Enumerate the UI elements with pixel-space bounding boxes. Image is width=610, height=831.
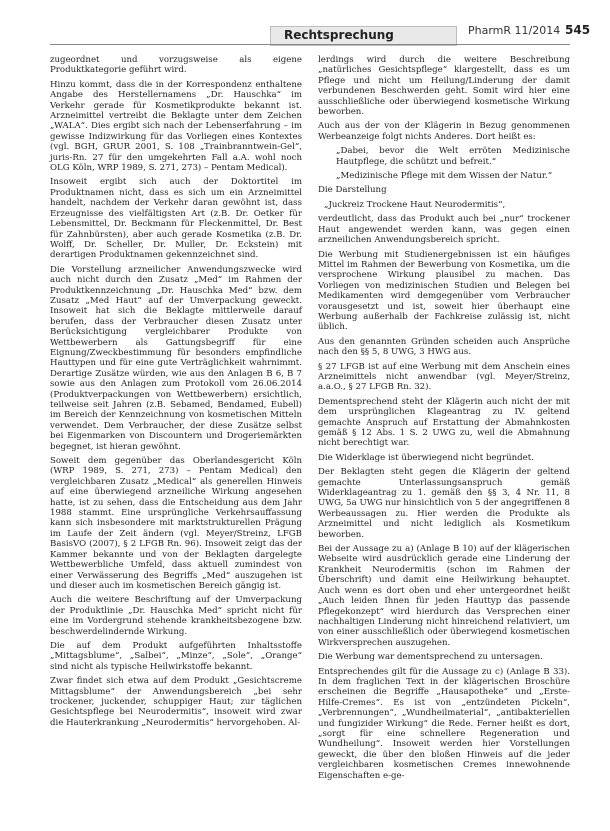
paragraph: lerdings wird durch die weitere Beschreibung „natürliches Gesichtspflege“ klargestellt, dass es um Pflege und nicht um Heilung/Linderung der damit verbundenen Beschwerden geht. Somit wird hier eine ausschließliche oder überwiegend kosmetische Wirkung beworben. bbox=[318, 55, 570, 118]
paragraph: Die Werbung mit Studienergebnissen ist ein häufiges Mittel im Rahmen der Bewerbung von Kosmetika, um die versprochene Wirkung plausibel zu machen. Das Vorliegen von medizinischen Studien und Belegen bei Medikamenten wird demgegenüber vom Verbraucher vorausgesetzt und ist, soweit hier überhaupt eine Werbung außerhalb der Fachkreise zulässig ist, nicht üblich. bbox=[318, 249, 570, 333]
page-header bbox=[0, 0, 610, 44]
quote: „Medizinische Pflege mit dem Wissen der Natur.“ bbox=[336, 171, 553, 182]
paragraph: Insoweit ergibt sich auch der Doktortitel im Produktnamen nicht, dass es sich um ein Arzneimittel handelt, nachdem der Verkehr daran gewöhnt ist, dass Erzeugnisse des vielfältigsten Art (z.B. Dr. Oetker für Lebensmittel, Dr. Beckmann für Fleckenmittel, Dr. Best für Zahnbürsten), aber auch gerade Kosmetika (z.B. Dr. Wolff, Dr. Scheller, Dr. Muller, Dr. Eckstein) mit derartigen Produktnamen gekennzeichnet sind. bbox=[50, 177, 302, 261]
left-column bbox=[50, 55, 302, 732]
right-column bbox=[318, 55, 570, 785]
paragraph: § 27 LFGB ist auf eine Werbung mit dem Anschein eines Arzneimittels nicht anwendbar (vgl. Meyer/Streinz, a.a.O., § 27 LFGB Rn. 32). bbox=[318, 361, 570, 393]
quote: „Dabei, bevor die Welt erröten Medizinische Hautpflege, die schützt und befreit.“ bbox=[336, 146, 570, 167]
paragraph: Auch die weitere Beschriftung auf der Umverpackung der Produktlinie „Dr. Hauschka Med“ spricht nicht für eine im Vordergrund stehende krankheitsbezogene bzw. beschwerdelindernde Wirkung. bbox=[50, 595, 302, 637]
paragraph: Auch aus der von der Klägerin in Bezug genommenen Werbeanzeige folgt nichts Anderes. Dort heißt es: bbox=[318, 121, 570, 142]
section-title: Rechtsprechung bbox=[284, 28, 394, 42]
paragraph: Die Widerklage ist überwiegend nicht begründet. bbox=[318, 452, 534, 463]
paragraph: Bei der Aussage zu a) (Anlage B 10) auf der klägerischen Webseite wird ausdrücklich gerade eine Linderung der Krankheit Neurodermitis (schon im Rahmen der Überschrift) und damit eine Heilwirkung behauptet. Auch wenn es dort oben und eher untergeordnet heißt „Auch leiden Ihnen für jeden Hauttyp das passende Pflegekonzept“ wird hierdurch das Versprechen einer nachhaltigen Linderung nicht hinreichend relativiert, um von einer ausschließlich oder überwiegend kosmetischen Wirkversprechen auszugehen. bbox=[318, 544, 570, 648]
page-number: 545 bbox=[565, 23, 591, 37]
quote: „Juckreiz Trockene Haut Neurodermitis“, bbox=[324, 199, 506, 210]
paragraph: Dementsprechend steht der Klägerin auch nicht der mit dem ursprünglichen Klageantrag zu IV. geltend gemachte Anspruch auf Erstattung der Abmahnkosten gemäß § 12 Abs. 1 S. 2 UWG zu, weil die Abmahnung nicht berechtigt war. bbox=[318, 396, 570, 449]
paragraph: Die auf dem Produkt aufgeführten Inhaltsstoffe „Mittagsblume“, „Salbei“, „Minze“, „Sole“, „Orange“ sind nicht als typische Heilwirkstoffe bekannt. bbox=[50, 640, 302, 672]
paragraph: zugeordnet und vorzugsweise als eigene Produktkategorie geführt wird. bbox=[50, 55, 302, 76]
header-rule bbox=[50, 44, 570, 45]
paragraph: Soweit dem gegenüber das Oberlandesgericht Köln (WRP 1989, S. 271, 273) – Pentam Medical) den vergleichbaren Zusatz „Medical“ als generellen Hinweis auf eine überwiegend arzneiliche Wirkung angesehen hatte, ist zu sehen, dass die Entscheidung aus dem Jahr 1988 stammt. Eine ursprüngliche Verkehrsauffassung kann sich insbesondere mit marktstrukturellen Prägung im Laufe der Zeit ändern (vgl. Meyer/Streinz, LFGB BasisVO (2007), § 2 LFGB Rn. 96). Insoweit zeigt das der Kammer bekannte und von der Beklagten dargelegte Wettbewerbliche Umfeld, dass aktuell zumindest von einer Verwässerung des Begriffs „Med“ auszugehen ist und dieser auch im kosmetischen Bereich gängig ist. bbox=[50, 456, 302, 591]
paragraph: Die Werbung war dementsprechend zu untersagen. bbox=[318, 652, 543, 663]
paragraph: Entsprechendes gilt für die Aussage zu c) (Anlage B 33). In dem fraglichen Text in der klägerischen Broschüre erscheinen die Begriffe „Hausapotheke“ und „Erste-Hilfe-Cremes“. Es ist von „entzündeten Pickeln“, „Verbrennungen“, „Wundheilmaterial“, „antibakteriellen und fungizider Wirkung“ die Rede. Ferner heißt es dort, „sorgt für eine schnellere Regeneration und Wundheilung“. Insoweit werden hier Vorstellungen geweckt, die über den bloßen Hinweis auf die jeder vergleichbaren kosmetischen Cremes innewohnende Eigenschaften e-ge- bbox=[318, 666, 570, 781]
paragraph: Die Darstellung bbox=[318, 185, 387, 196]
journal-reference: PharmR 11/2014 bbox=[468, 24, 561, 37]
paragraph: Hinzu kommt, dass die in der Korrespondenz enthaltene Angabe des Herstellernamens „Dr. Hauschka“ im Verkehr gerade für Kosmetikprodukte bekannt ist. Arzneimittel vertreibt die Beklagte unter dem Zeichen „WALA“. Dies ergibt sich nach der Lebenserfahrung – im gewisse Indizwirkung für das Vorliegen eines Kontextes (vgl. BGH, GRUR 2001, S. 108 „Trainbranntwein-Gel“, juris-Rn. 27 für den umgekehrten Fall a.A. wohl noch OLG Köln, WRP 1989, S. 271, 273) – Pentam Medical). bbox=[50, 79, 302, 174]
paragraph: verdeutlicht, dass das Produkt auch bei „nur“ trockener Haut angewendet werden kann, was gegen einen arzneilichen Anwendungsbereich spricht. bbox=[318, 214, 570, 246]
paragraph: Aus den genannten Gründen scheiden auch Ansprüche nach den §§ 5, 8 UWG, 3 HWG aus. bbox=[318, 336, 570, 358]
paragraph: Die Vorstellung arzneilicher Anwendungszwecke wird auch nicht durch den Zusatz „Med“ im Rahmen der Produktkennzeichnung „Dr. Hauschka Med“ bzw. dem Zusatz „Med Haut“ auf der Umverpackung geweckt. Insoweit hat sich die Beklagte mittlerweile darauf berufen, dass der Verbraucher diesen Zusatz unter Berücksichtigung vergleichbarer Produkte von Wettbewerbern als Gattungsbegriff für eine Eignung/Zweckbestimmung für besonders empfindliche Hauttypen und für eine gute Verträglichkeit wahrnimmt. Derartige Zusätze würden, wie aus den Anlagen B 6, B 7 sowie aus den Anlagen zum Protokoll vom 26.06.2014 (Produktverpackungen von Wettbewerbern) ersichtlich, teilweise seit Jahren (z.B. Sebamed, Bendamed, Eubell) im Bereich der Kennzeichnung von kosmetischen Mitteln verwendet. Dem Verbraucher, der diese Zusätze selbst bei Eigenmarken von Discountern und Drogeriemärkten begegnet, ist hieran gewöhnt. bbox=[50, 264, 302, 452]
paragraph: Der Beklagten steht gegen die Klägerin der geltend gemachte Unterlassungsanspruch gemäß Widerklageantrag zu 1. gemäß den §§ 3, 4 Nr. 11, 8 UWG, 5a UWG nur hinsichtlich von 5 der angegriffenen 8 Werbeaussagen zu. Hier werden die Produkte als Arzneimittel und nicht lediglich als Kosmetikum beworben. bbox=[318, 467, 570, 540]
paragraph: Zwar findet sich etwa auf dem Produkt „Gesichtscreme Mittagsblume“ der Anwendungsbereich „bei sehr trockener, juckender, schuppiger Haut; zur täglichen Gesichtspflege bei Neurodermitis“, insoweit wird zwar die Hauterkrankung „Neurodermitis“ hervorgehoben. Al- bbox=[50, 676, 302, 728]
